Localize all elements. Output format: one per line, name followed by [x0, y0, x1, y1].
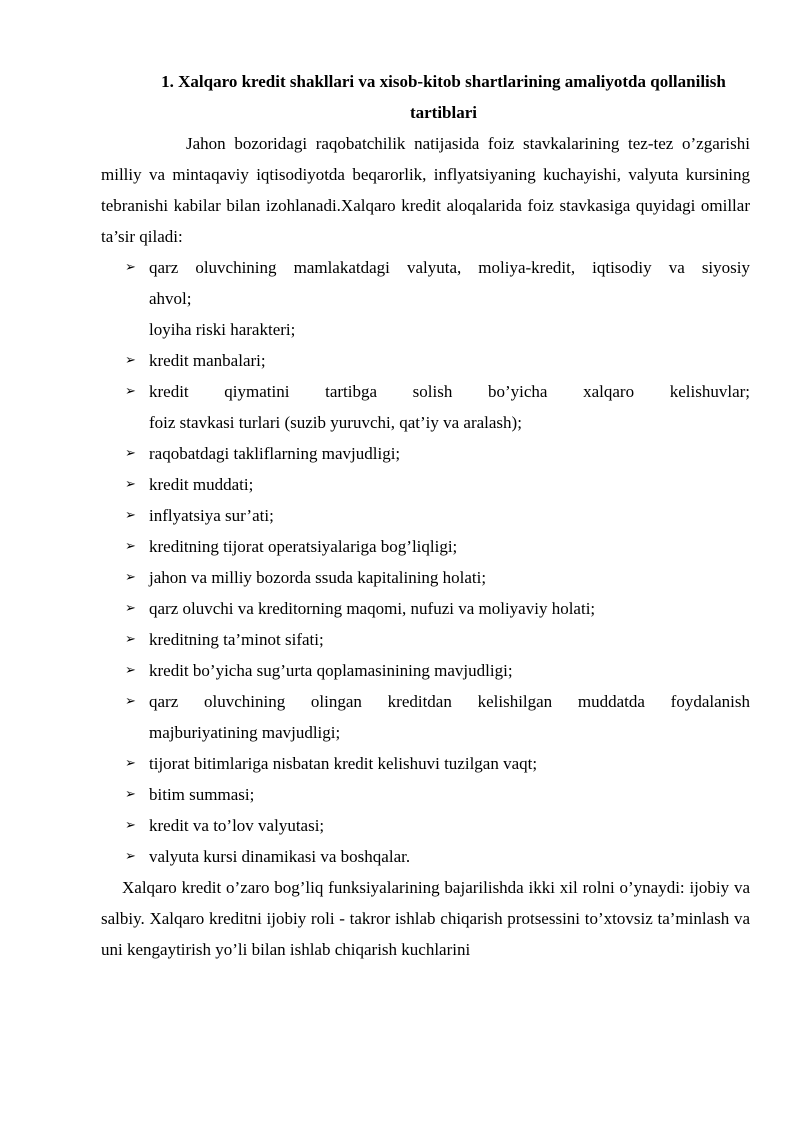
arrow-bullet-icon: ➢ [125, 849, 136, 864]
list-item-text: raqobatdagi takliflarning mavjudligi; [149, 444, 401, 463]
list-item [101, 593, 750, 624]
arrow-bullet-icon: ➢ [125, 539, 136, 554]
arrow-bullet-icon: ➢ [125, 446, 136, 461]
list-item-text: kredit qiymatini tartibga solish bo’yicha xalqaro kelishuvlar; [149, 382, 750, 401]
list-item [101, 562, 750, 593]
list-item [101, 438, 750, 469]
list-item [101, 469, 750, 500]
arrow-bullet-icon: ➢ [125, 508, 136, 523]
list-item [101, 376, 750, 438]
list-item [101, 500, 750, 531]
arrow-bullet-icon: ➢ [125, 384, 136, 399]
document-page [101, 66, 750, 965]
list-item [101, 841, 750, 872]
arrow-bullet-icon: ➢ [125, 477, 136, 492]
list-item [101, 779, 750, 810]
section-heading [101, 66, 750, 128]
arrow-bullet-icon: ➢ [125, 787, 136, 802]
list-item [101, 624, 750, 655]
list-item-plain [101, 314, 750, 345]
list-item-text: qarz oluvchi va kreditorning maqomi, nufuzi va moliyaviy holati; [149, 599, 596, 618]
list-item [101, 810, 750, 841]
list-item-text-continued: foiz stavkasi turlari (suzib yuruvchi, qat’iy va aralash); [149, 413, 522, 432]
arrow-bullet-icon: ➢ [125, 601, 136, 616]
list-item-text-continued: majburiyatining mavjudligi; [149, 723, 341, 742]
arrow-bullet-icon: ➢ [125, 632, 136, 647]
arrow-bullet-icon: ➢ [125, 260, 136, 275]
intro-paragraph: Jahon bozoridagi raqobatchilik natijasida foiz stavkalarining tez-tez o’zgarishi milliy va mintaqaviy iqtisodiyotda beqarorlik, inflyatsiyaning kuchayishi, valyuta kursining tebranishi kabilar bilan izohlanadi.Xalqaro kredit aloqalarida foiz stavkasiga quyidagi omillar ta’sir qiladi: [101, 134, 750, 246]
arrow-bullet-icon: ➢ [125, 353, 136, 368]
list-item-text: kredit bo’yicha sug’urta qoplamasinining mavjudligi; [149, 661, 513, 680]
list-item-text: kredit muddati; [149, 475, 254, 494]
list-item-text: kreditning ta’minot sifati; [149, 630, 324, 649]
list-item [101, 655, 750, 686]
arrow-bullet-icon: ➢ [125, 663, 136, 678]
list-item-text: kredit va to’lov valyutasi; [149, 816, 325, 835]
heading-line-2: tartiblari [409, 103, 478, 122]
list-item-text: loyiha riski harakteri; [149, 320, 296, 339]
list-item-text: bitim summasi; [149, 785, 255, 804]
list-item [101, 531, 750, 562]
arrow-bullet-icon: ➢ [125, 570, 136, 585]
list-item-text: kreditning tijorat operatsiyalariga bog’liqligi; [149, 537, 458, 556]
closing-paragraph: Xalqaro kredit o’zaro bog’liq funksiyalarining bajarilishda ikki xil rolni o’ynaydi: ijobiy va salbiy. Xalqaro kreditni ijobiy roli - takror ishlab chiqarish protsessini to’xtovsiz ta’minlash va uni kengaytirish yo’li bilan ishlab chiqarish kuchlarini [101, 878, 750, 959]
list-item [101, 252, 750, 314]
arrow-bullet-icon: ➢ [125, 756, 136, 771]
list-item-text-continued: ahvol; [149, 289, 192, 308]
list-item-text: tijorat bitimlariga nisbatan kredit kelishuvi tuzilgan vaqt; [149, 754, 538, 773]
heading-line-1: 1. Xalqaro kredit shakllari va xisob-kitob shartlarining amaliyotda qollanilish [161, 72, 726, 91]
factors-list [101, 252, 750, 872]
list-item-text: inflyatsiya sur’ati; [149, 506, 274, 525]
arrow-bullet-icon: ➢ [125, 818, 136, 833]
list-item [101, 345, 750, 376]
list-item [101, 748, 750, 779]
list-item-text: qarz oluvchining mamlakatdagi valyuta, moliya-kredit, iqtisodiy va siyosiy [149, 258, 750, 277]
list-item-text: valyuta kursi dinamikasi va boshqalar. [149, 847, 411, 866]
arrow-bullet-icon: ➢ [125, 694, 136, 709]
list-item-text: qarz oluvchining olingan kreditdan kelishilgan muddatda foydalanish [149, 692, 750, 711]
list-item-text: kredit manbalari; [149, 351, 266, 370]
list-item [101, 686, 750, 748]
list-item-text: jahon va milliy bozorda ssuda kapitalining holati; [149, 568, 487, 587]
